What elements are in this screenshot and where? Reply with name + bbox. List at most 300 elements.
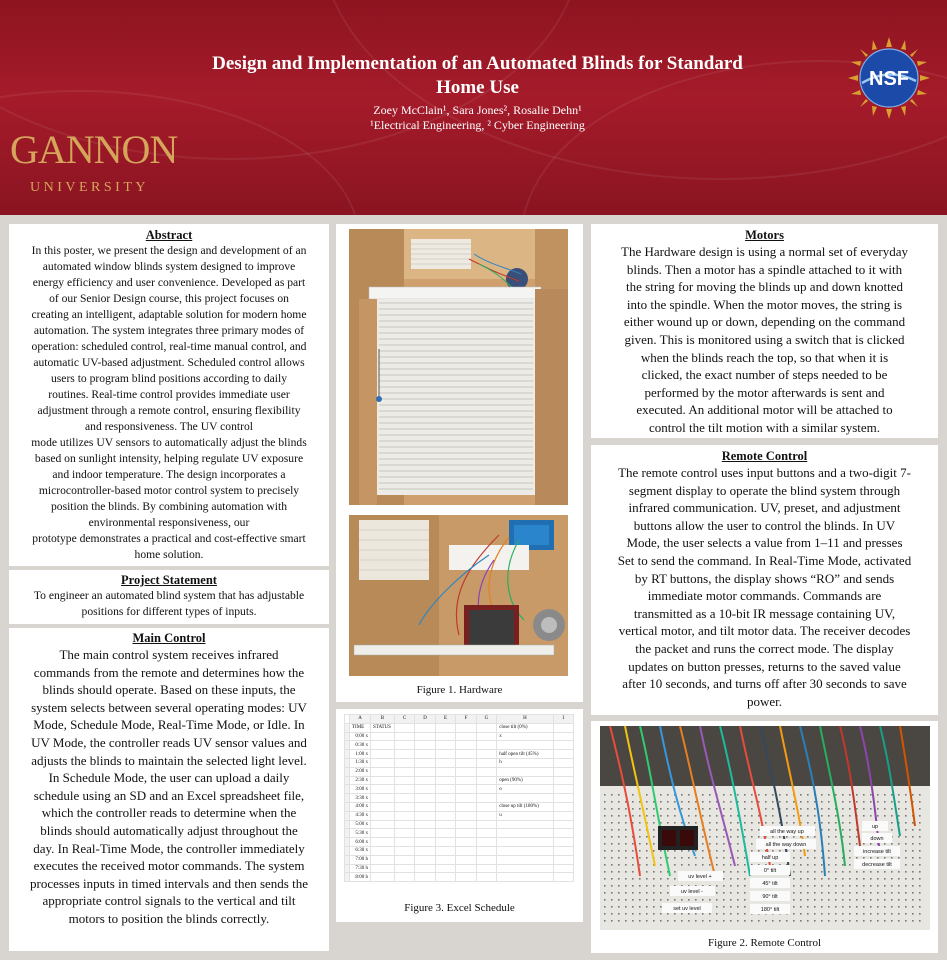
breadboard-hole	[660, 815, 662, 817]
breadboard-hole	[898, 920, 900, 922]
breadboard-hole	[905, 822, 907, 824]
sheet-cell	[476, 846, 497, 855]
sheet-cell	[456, 741, 476, 750]
breadboard-hole	[709, 864, 711, 866]
sheet-cell	[394, 741, 415, 750]
breadboard-hole	[667, 885, 669, 887]
breadboard-hole	[863, 920, 865, 922]
sheet-row	[345, 820, 574, 829]
breadboard-hole	[632, 864, 634, 866]
sheet-cell	[415, 794, 436, 803]
sheet-row	[345, 758, 574, 767]
breadboard-hole	[898, 794, 900, 796]
sheet-row	[345, 767, 574, 776]
sheet-cell	[456, 820, 476, 829]
sheet-cell	[476, 811, 497, 820]
sheet-cell	[553, 758, 573, 767]
sheet-cell: 6:30 x	[350, 846, 371, 855]
breadboard-hole	[716, 899, 718, 901]
sheet-cell: 3:30 x	[350, 794, 371, 803]
breadboard-hole	[723, 920, 725, 922]
remote-control-line: immediate motor commands. Commands are	[647, 588, 882, 604]
nsf-logo-text: NSF	[869, 68, 909, 90]
breadboard-hole	[632, 913, 634, 915]
sheet-cell	[435, 776, 455, 785]
breadboard-hole	[807, 850, 809, 852]
breadboard-hole	[744, 801, 746, 803]
breadboard-hole	[737, 794, 739, 796]
breadboard-hole	[814, 899, 816, 901]
breadboard-hole	[639, 843, 641, 845]
breadboard-hole	[723, 857, 725, 859]
breadboard-hole	[730, 899, 732, 901]
breadboard-hole	[604, 892, 606, 894]
sheet-cell: x	[497, 732, 554, 741]
breadboard-hole	[863, 913, 865, 915]
breadboard-hole	[618, 899, 620, 901]
sheet-cell	[476, 767, 497, 776]
remote-label: uv level -	[680, 889, 704, 895]
breadboard-hole	[618, 836, 620, 838]
breadboard-hole	[891, 913, 893, 915]
breadboard-hole	[639, 822, 641, 824]
breadboard-hole	[695, 920, 697, 922]
sheet-cell	[371, 846, 395, 855]
breadboard-hole	[618, 913, 620, 915]
breadboard-hole	[632, 808, 634, 810]
sheet-cell	[415, 776, 436, 785]
sheet-cell	[456, 767, 476, 776]
breadboard-hole	[737, 920, 739, 922]
sheet-cell	[371, 750, 395, 759]
breadboard-hole	[814, 857, 816, 859]
breadboard-hole	[870, 906, 872, 908]
breadboard-hole	[716, 913, 718, 915]
breadboard-hole	[793, 822, 795, 824]
breadboard-hole	[828, 808, 830, 810]
sheet-cell	[394, 864, 415, 873]
breadboard-hole	[618, 878, 620, 880]
breadboard-hole	[828, 822, 830, 824]
breadboard-hole	[611, 899, 613, 901]
breadboard-hole	[835, 850, 837, 852]
breadboard-hole	[821, 808, 823, 810]
breadboard-hole	[877, 906, 879, 908]
motors-line: the string for moving the blinds up and down knotted	[626, 279, 903, 295]
sheet-row	[345, 723, 574, 732]
breadboard-hole	[842, 808, 844, 810]
breadboard-hole	[632, 892, 634, 894]
sheet-cell: half open tilt (45%)	[497, 750, 554, 759]
sheet-cell	[371, 811, 395, 820]
breadboard-hole	[772, 808, 774, 810]
breadboard-hole	[912, 906, 914, 908]
breadboard-hole	[898, 899, 900, 901]
breadboard-hole	[751, 920, 753, 922]
breadboard-hole	[786, 794, 788, 796]
main-control-line: Mode, Schedule Mode, Real-Time Mode, or Idle. In	[33, 717, 305, 733]
sheet-cell	[415, 723, 436, 732]
breadboard-hole	[849, 822, 851, 824]
breadboard-hole	[646, 850, 648, 852]
breadboard-hole	[639, 913, 641, 915]
motors-line: performed by the motor afterwards is sent and	[644, 384, 885, 400]
breadboard-hole	[793, 885, 795, 887]
main-control-line: The main control system receives infrared	[59, 647, 279, 662]
breadboard-hole	[919, 864, 921, 866]
breadboard-hole	[835, 815, 837, 817]
breadboard-hole	[912, 836, 914, 838]
breadboard-hole	[919, 794, 921, 796]
breadboard-hole	[814, 836, 816, 838]
breadboard-hole	[744, 794, 746, 796]
breadboard-hole	[842, 822, 844, 824]
breadboard-hole	[723, 878, 725, 880]
breadboard-hole	[807, 794, 809, 796]
breadboard-hole	[800, 885, 802, 887]
sheet-cell	[415, 802, 436, 811]
sheet-cell	[476, 776, 497, 785]
remote-label: set uv level	[673, 906, 701, 912]
breadboard-hole	[751, 843, 753, 845]
breadboard-hole	[856, 920, 858, 922]
breadboard-hole	[842, 871, 844, 873]
breadboard-hole	[863, 906, 865, 908]
breadboard-hole	[646, 878, 648, 880]
breadboard-hole	[842, 815, 844, 817]
breadboard-hole	[737, 885, 739, 887]
main-control-line: day. In Real-Time Mode, the controller immediately	[33, 840, 305, 856]
breadboard-hole	[905, 815, 907, 817]
breadboard-hole	[709, 913, 711, 915]
breadboard-hole	[618, 920, 620, 922]
breadboard-hole	[828, 871, 830, 873]
breadboard-hole	[807, 808, 809, 810]
breadboard-hole	[625, 864, 627, 866]
breadboard-hole	[863, 815, 865, 817]
sheet-cell: close tilt (0%)	[497, 723, 554, 732]
sheet-column-header: E	[435, 715, 455, 724]
breadboard-hole	[919, 913, 921, 915]
remote-control-panel	[591, 445, 938, 715]
breadboard-hole	[716, 892, 718, 894]
sheet-cell	[497, 864, 554, 873]
breadboard-hole	[835, 822, 837, 824]
breadboard-hole	[716, 822, 718, 824]
breadboard-hole	[814, 871, 816, 873]
sheet-cell	[371, 838, 395, 847]
breadboard-hole	[856, 871, 858, 873]
abstract-line: automation. The system integrates three primary modes of	[33, 324, 305, 337]
sheet-cell	[456, 846, 476, 855]
remote-label: increase tilt	[863, 849, 891, 855]
breadboard-hole	[730, 801, 732, 803]
breadboard-hole	[709, 794, 711, 796]
sheet-cell	[553, 794, 573, 803]
sheet-column-header: F	[456, 715, 476, 724]
breadboard-hole	[730, 815, 732, 817]
sheet-cell: 4:00 x	[350, 802, 371, 811]
breadboard-hole	[667, 913, 669, 915]
breadboard-hole	[681, 864, 683, 866]
breadboard-hole	[611, 857, 613, 859]
breadboard-hole	[842, 899, 844, 901]
breadboard-hole	[604, 871, 606, 873]
breadboard-hole	[891, 815, 893, 817]
breadboard-hole	[625, 885, 627, 887]
main-control-line: adjusts the blinds to maintain the selected light level.	[31, 752, 307, 768]
breadboard-hole	[912, 857, 914, 859]
remote-control-line: Mode, the user selects a value from 1–11 and presses	[626, 535, 903, 551]
sheet-cell: 0:00 x	[350, 732, 371, 741]
breadboard-hole	[681, 857, 683, 859]
breadboard-hole	[870, 920, 872, 922]
breadboard-hole	[912, 822, 914, 824]
remote-label: all the way up	[770, 829, 804, 835]
breadboard-hole	[828, 892, 830, 894]
breadboard-hole	[744, 857, 746, 859]
sheet-cell	[553, 846, 573, 855]
breadboard-hole	[870, 878, 872, 880]
breadboard-hole	[723, 871, 725, 873]
breadboard-hole	[870, 843, 872, 845]
breadboard-hole	[905, 906, 907, 908]
main-control-line: which the controller reads to determine when the	[41, 805, 297, 821]
remote-label: 0° tilt	[763, 868, 777, 874]
breadboard-hole	[919, 906, 921, 908]
breadboard-hole	[800, 899, 802, 901]
breadboard-hole	[688, 801, 690, 803]
breadboard-hole	[786, 920, 788, 922]
breadboard-hole	[828, 878, 830, 880]
breadboard-hole	[751, 808, 753, 810]
breadboard-hole	[835, 906, 837, 908]
breadboard-hole	[772, 850, 774, 852]
breadboard-hole	[863, 843, 865, 845]
sheet-cell: 7:30 h	[350, 864, 371, 873]
breadboard-hole	[807, 857, 809, 859]
breadboard-hole	[884, 843, 886, 845]
breadboard-hole	[646, 794, 648, 796]
breadboard-hole	[744, 920, 746, 922]
sheet-cell: 5:00 x	[350, 820, 371, 829]
sheet-cell	[476, 829, 497, 838]
breadboard-hole	[821, 857, 823, 859]
breadboard-hole	[898, 801, 900, 803]
sheet-cell: close up tilt (180%)	[497, 802, 554, 811]
breadboard-hole	[870, 801, 872, 803]
breadboard-hole	[849, 843, 851, 845]
sheet-cell	[415, 767, 436, 776]
breadboard-hole	[772, 794, 774, 796]
breadboard-hole	[919, 920, 921, 922]
breadboard-hole	[702, 794, 704, 796]
motors-line: either wound up or down, depending on the command	[623, 314, 906, 330]
abstract-line: based on sunlight intensity, helping regulate UV exposure	[34, 452, 304, 465]
breadboard-hole	[856, 899, 858, 901]
breadboard-hole	[611, 801, 613, 803]
breadboard-hole	[688, 850, 690, 852]
breadboard-hole	[863, 808, 865, 810]
breadboard-hole	[716, 836, 718, 838]
sheet-cell	[497, 846, 554, 855]
breadboard-hole	[618, 892, 620, 894]
breadboard-hole	[674, 801, 676, 803]
breadboard-hole	[849, 913, 851, 915]
breadboard-hole	[856, 801, 858, 803]
remote-label: down	[870, 836, 884, 842]
breadboard-hole	[884, 906, 886, 908]
sheet-cell	[415, 829, 436, 838]
breadboard-hole	[912, 892, 914, 894]
breadboard-hole	[695, 899, 697, 901]
breadboard-hole	[856, 857, 858, 859]
breadboard-hole	[863, 871, 865, 873]
breadboard-hole	[884, 801, 886, 803]
breadboard-hole	[758, 822, 760, 824]
breadboard-hole	[919, 843, 921, 845]
breadboard-hole	[856, 913, 858, 915]
breadboard-hole	[807, 815, 809, 817]
breadboard-hole	[632, 815, 634, 817]
breadboard-hole	[737, 850, 739, 852]
breadboard-hole	[716, 864, 718, 866]
breadboard-hole	[702, 850, 704, 852]
project-statement-body	[9, 588, 329, 620]
abstract-line: and indoor temperature. The design incorporates a	[52, 468, 286, 481]
sheet-row	[345, 838, 574, 847]
breadboard-hole	[828, 920, 830, 922]
sheet-cell	[456, 758, 476, 767]
breadboard-hole	[919, 899, 921, 901]
breadboard-hole	[646, 801, 648, 803]
breadboard-hole	[856, 892, 858, 894]
breadboard-hole	[891, 920, 893, 922]
sheet-row	[345, 864, 574, 873]
sheet-cell	[456, 723, 476, 732]
breadboard-hole	[709, 808, 711, 810]
sheet-cell	[371, 785, 395, 794]
breadboard-hole	[905, 836, 907, 838]
breadboard-hole	[800, 871, 802, 873]
breadboard-hole	[772, 822, 774, 824]
breadboard-hole	[653, 913, 655, 915]
sheet-cell	[415, 811, 436, 820]
breadboard-hole	[604, 836, 606, 838]
breadboard-hole	[884, 878, 886, 880]
breadboard-hole	[716, 885, 718, 887]
breadboard-hole	[877, 899, 879, 901]
breadboard-hole	[723, 801, 725, 803]
sheet-cell: 2:30 x	[350, 776, 371, 785]
breadboard-hole	[688, 920, 690, 922]
breadboard-hole	[751, 822, 753, 824]
breadboard-hole	[618, 822, 620, 824]
breadboard-hole	[604, 857, 606, 859]
breadboard-hole	[807, 892, 809, 894]
breadboard-hole	[723, 808, 725, 810]
breadboard-hole	[919, 871, 921, 873]
motors-line: clicked, the exact number of steps needed to be	[641, 367, 888, 383]
breadboard-hole	[793, 808, 795, 810]
breadboard-hole	[898, 906, 900, 908]
sheet-cell	[394, 820, 415, 829]
sheet-cell	[371, 820, 395, 829]
breadboard-hole	[667, 801, 669, 803]
breadboard-hole	[835, 871, 837, 873]
breadboard-hole	[912, 885, 914, 887]
breadboard-hole	[632, 878, 634, 880]
breadboard-hole	[807, 913, 809, 915]
breadboard-hole	[884, 899, 886, 901]
breadboard-hole	[618, 871, 620, 873]
sheet-cell	[371, 794, 395, 803]
breadboard-hole	[744, 892, 746, 894]
breadboard-hole	[646, 906, 648, 908]
breadboard-hole	[793, 920, 795, 922]
breadboard-hole	[625, 808, 627, 810]
breadboard-hole	[800, 857, 802, 859]
sheet-cell	[394, 758, 415, 767]
breadboard-hole	[744, 808, 746, 810]
abstract-title: Abstract	[145, 228, 193, 242]
breadboard-hole	[807, 871, 809, 873]
remote-label: half up	[761, 855, 779, 861]
motors-body	[591, 243, 938, 437]
sheet-cell	[553, 811, 573, 820]
breadboard-hole	[723, 899, 725, 901]
breadboard-hole	[611, 822, 613, 824]
breadboard-hole	[688, 864, 690, 866]
breadboard-hole	[653, 878, 655, 880]
breadboard-hole	[863, 892, 865, 894]
sheet-cell	[553, 820, 573, 829]
remote-label: all the way down	[765, 842, 807, 848]
sheet-cell	[415, 732, 436, 741]
breadboard-hole	[646, 843, 648, 845]
breadboard-hole	[898, 913, 900, 915]
excel-schedule-sheet	[344, 714, 574, 892]
breadboard-hole	[681, 794, 683, 796]
breadboard-hole	[807, 906, 809, 908]
breadboard-hole	[709, 801, 711, 803]
breadboard-hole	[828, 857, 830, 859]
abstract-panel	[9, 224, 329, 566]
breadboard-hole	[905, 892, 907, 894]
sheet-cell	[435, 794, 455, 803]
breadboard-hole	[905, 871, 907, 873]
breadboard-hole	[716, 850, 718, 852]
breadboard-hole	[821, 815, 823, 817]
abstract-line: position the blinds. By combining automation with	[50, 500, 288, 513]
breadboard-hole	[877, 885, 879, 887]
breadboard-hole	[856, 836, 858, 838]
remote-control-line: updates on button presses, returns to the saved value	[628, 658, 901, 674]
breadboard-hole	[695, 857, 697, 859]
breadboard-hole	[898, 815, 900, 817]
breadboard-hole	[828, 899, 830, 901]
breadboard-hole	[905, 801, 907, 803]
breadboard-hole	[807, 801, 809, 803]
breadboard-hole	[870, 857, 872, 859]
breadboard-hole	[611, 850, 613, 852]
breadboard-hole	[905, 843, 907, 845]
breadboard-hole	[674, 871, 676, 873]
breadboard-hole	[821, 885, 823, 887]
sheet-cell	[476, 732, 497, 741]
breadboard-hole	[730, 878, 732, 880]
breadboard-hole	[702, 913, 704, 915]
